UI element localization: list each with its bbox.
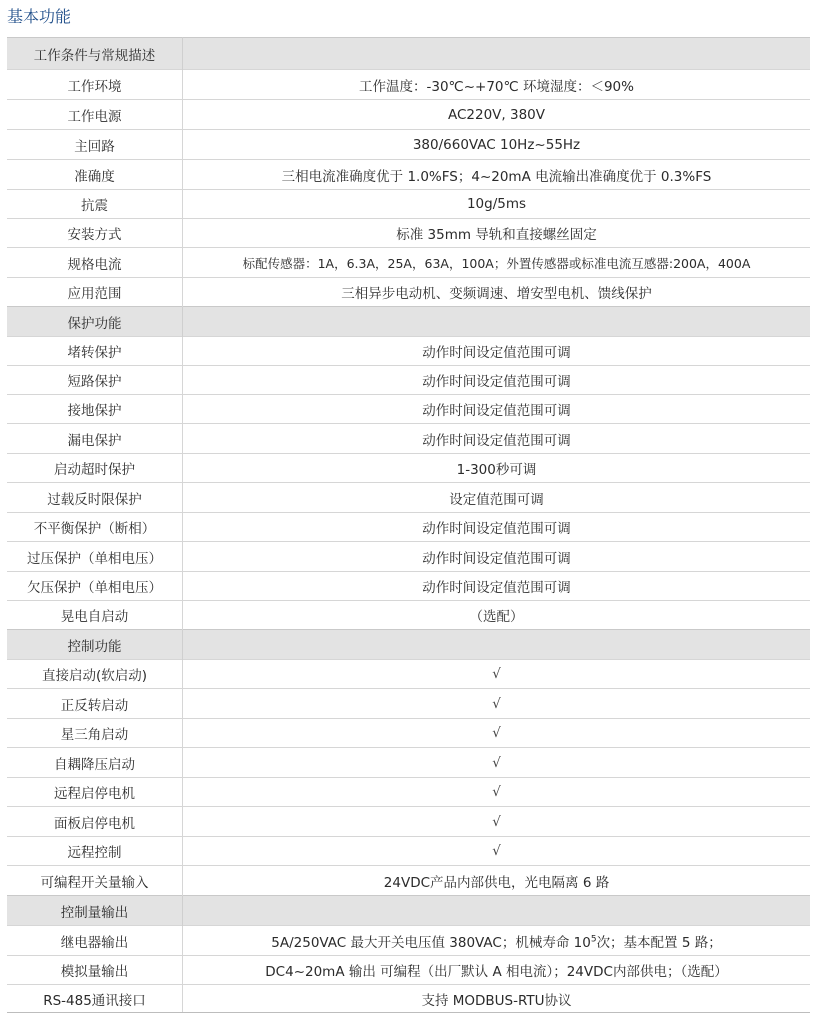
row-label: 自耦降压启动 xyxy=(7,748,183,778)
row-value: （选配） xyxy=(183,601,811,630)
section-header-row xyxy=(7,630,810,660)
section-heading: 控制量输出 xyxy=(7,896,183,926)
table-row xyxy=(7,130,810,160)
table-row xyxy=(7,219,810,248)
row-label: 晃电自启动 xyxy=(7,601,183,630)
page-title: 基本功能 xyxy=(7,7,72,26)
row-label: 规格电流 xyxy=(7,248,183,278)
check-mark-icon: √ xyxy=(183,807,811,837)
table-row xyxy=(7,837,810,866)
row-label: 启动超时保护 xyxy=(7,454,183,483)
row-label: 过载反时限保护 xyxy=(7,483,183,513)
row-label: 工作环境 xyxy=(7,70,183,100)
section-header-row xyxy=(7,38,810,70)
row-label: 工作电源 xyxy=(7,100,183,130)
section-header-row xyxy=(7,896,810,926)
row-label: 应用范围 xyxy=(7,278,183,307)
section-header-row xyxy=(7,307,810,337)
table-row xyxy=(7,160,810,190)
table-row xyxy=(7,513,810,542)
row-value: 1-300秒可调 xyxy=(183,454,811,483)
row-label: 接地保护 xyxy=(7,395,183,424)
check-mark-icon: √ xyxy=(183,778,811,807)
table-row xyxy=(7,572,810,601)
table-row xyxy=(7,866,810,896)
table-row xyxy=(7,70,810,100)
section-heading: 保护功能 xyxy=(7,307,183,337)
row-value: 支持 MODBUS-RTU协议 xyxy=(183,985,811,1013)
table-row xyxy=(7,483,810,513)
spec-table xyxy=(7,37,810,1013)
row-label: RS-485通讯接口 xyxy=(7,985,183,1013)
table-row xyxy=(7,985,810,1013)
table-row xyxy=(7,660,810,689)
row-label: 远程控制 xyxy=(7,837,183,866)
section-heading: 控制功能 xyxy=(7,630,183,660)
row-value: 标配传感器：1A，6.3A，25A，63A，100A；外置传感器或标准电流互感器:200A，400A xyxy=(183,248,811,278)
row-value: 标准 35mm 导轨和直接螺丝固定 xyxy=(183,219,811,248)
row-label: 堵转保护 xyxy=(7,337,183,366)
row-value: 工作温度：-30℃~+70℃ 环境湿度：＜90% xyxy=(183,70,811,100)
section-heading: 工作条件与常规描述 xyxy=(7,38,183,70)
table-row xyxy=(7,100,810,130)
row-value: 动作时间设定值范围可调 xyxy=(183,337,811,366)
row-value: AC220V, 380V xyxy=(183,100,811,130)
check-mark-icon: √ xyxy=(183,660,811,689)
row-value: DC4~20mA 输出 可编程（出厂默认 A 相电流）；24VDC内部供电；（选配） xyxy=(183,956,811,985)
row-value: 动作时间设定值范围可调 xyxy=(183,572,811,601)
check-mark-icon: √ xyxy=(183,719,811,748)
row-label: 安装方式 xyxy=(7,219,183,248)
row-value-main: 5A/250VAC 最大开关电压值 380VAC；机械寿命 10 xyxy=(271,934,591,951)
row-value: 10g/5ms xyxy=(183,190,811,219)
table-row xyxy=(7,807,810,837)
row-label: 欠压保护（单相电压） xyxy=(7,572,183,601)
check-mark-icon: √ xyxy=(183,748,811,778)
exponent: 5 xyxy=(590,934,597,944)
row-label: 不平衡保护（断相） xyxy=(7,513,183,542)
row-value: 动作时间设定值范围可调 xyxy=(183,542,811,572)
row-value: 24VDC产品内部供电，光电隔离 6 路 xyxy=(183,866,811,896)
table-row xyxy=(7,248,810,278)
row-label: 模拟量输出 xyxy=(7,956,183,985)
row-value: 380/660VAC 10Hz~55Hz xyxy=(183,130,811,160)
row-label: 过压保护（单相电压） xyxy=(7,542,183,572)
row-value xyxy=(183,926,811,956)
table-row xyxy=(7,926,810,956)
table-row xyxy=(7,278,810,307)
table-row xyxy=(7,337,810,366)
row-label: 短路保护 xyxy=(7,366,183,395)
row-value: 动作时间设定值范围可调 xyxy=(183,513,811,542)
table-row xyxy=(7,366,810,395)
table-row xyxy=(7,778,810,807)
row-value: 动作时间设定值范围可调 xyxy=(183,366,811,395)
row-label: 远程启停电机 xyxy=(7,778,183,807)
row-value: 动作时间设定值范围可调 xyxy=(183,395,811,424)
row-label: 主回路 xyxy=(7,130,183,160)
row-label: 继电器输出 xyxy=(7,926,183,956)
table-row xyxy=(7,395,810,424)
table-row xyxy=(7,748,810,778)
row-label: 漏电保护 xyxy=(7,424,183,454)
row-label: 星三角启动 xyxy=(7,719,183,748)
row-label: 直接启动(软启动) xyxy=(7,660,183,689)
table-row xyxy=(7,956,810,985)
row-label: 抗震 xyxy=(7,190,183,219)
row-label: 准确度 xyxy=(7,160,183,190)
table-row xyxy=(7,601,810,630)
row-label: 正反转启动 xyxy=(7,689,183,719)
row-value: 设定值范围可调 xyxy=(183,483,811,513)
row-label: 可编程开关量输入 xyxy=(7,866,183,896)
row-value-tail: 次；基本配置 5 路； xyxy=(596,934,722,951)
table-row xyxy=(7,719,810,748)
row-value: 动作时间设定值范围可调 xyxy=(183,424,811,454)
row-value: 三相异步电动机、变频调速、增安型电机、馈线保护 xyxy=(183,278,811,307)
table-row xyxy=(7,190,810,219)
table-row xyxy=(7,689,810,719)
row-value: 三相电流准确度优于 1.0%FS；4~20mA 电流输出准确度优于 0.3%FS xyxy=(183,160,811,190)
table-row xyxy=(7,542,810,572)
check-mark-icon: √ xyxy=(183,689,811,719)
table-row xyxy=(7,454,810,483)
table-row xyxy=(7,424,810,454)
check-mark-icon: √ xyxy=(183,837,811,866)
row-label: 面板启停电机 xyxy=(7,807,183,837)
